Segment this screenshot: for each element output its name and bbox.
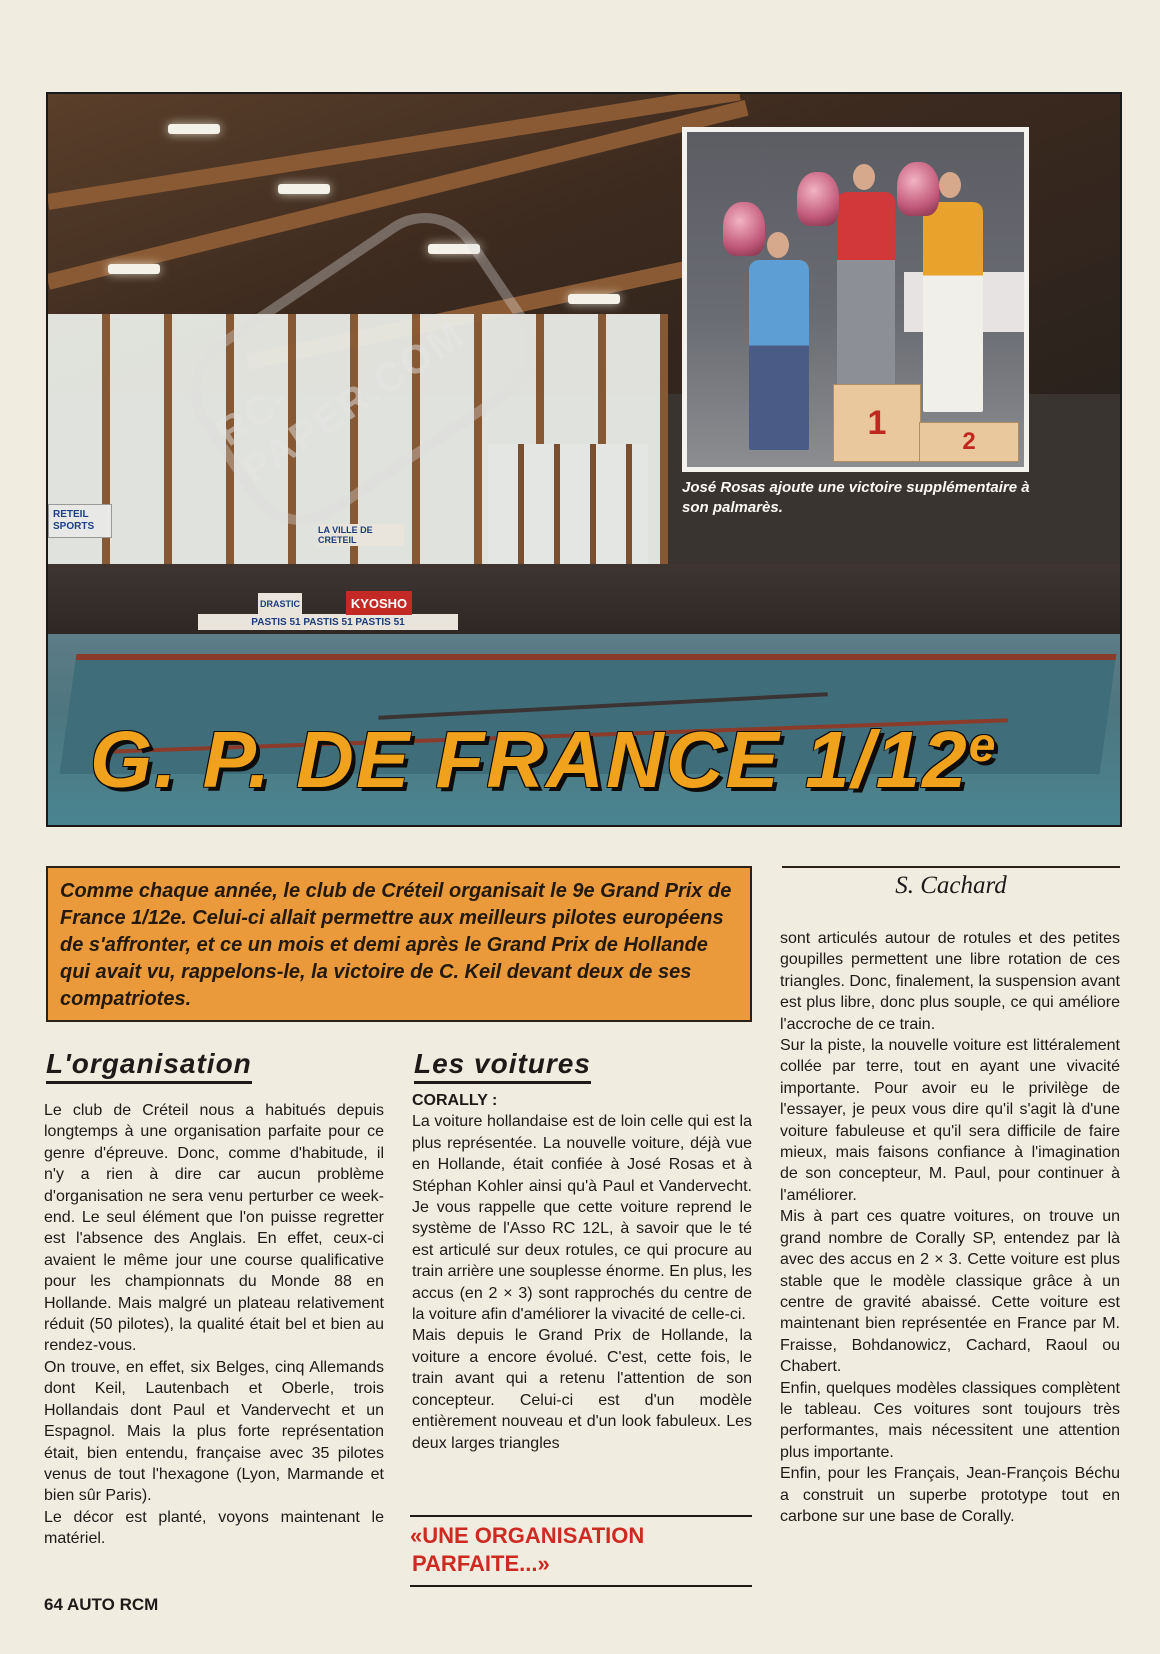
- heading-underline: [46, 1081, 252, 1084]
- ceiling-lamp: [568, 294, 620, 304]
- pastis-banner: PASTIS 51 PASTIS 51 PASTIS 51: [198, 614, 458, 630]
- gym-wall: [48, 564, 1120, 644]
- paragraph: Mais depuis le Grand Prix de Hollande, la voiture a encore évolué. C'est, cette fois, le train avant qui a retenu l'attention de son concepteur. Celui-ci est d'un modèle entièrement nouveau et d'un look fabuleux. Les deux larges triangles: [412, 1327, 752, 1452]
- hero-photo: [46, 92, 1122, 827]
- paragraph: sont articulés autour de rotules et des petites goupilles permettent une libre rotation de ces triangles. Donc, finalement, la suspension avant est plus libre, donc plus souple, ce qui améliore l'accroche de ce train.: [780, 930, 1120, 1033]
- paragraph: Sur la piste, la nouvelle voiture est littéralement collée par terre, tout en ayant une vivacité importante. Pour avoir eu le privilège de l'essayer, je peux vous dire qu'il s'agit là d'une voiture fabuleuse et qu'il sera difficile de faire mieux, mais faisons confiance à l'imagination de son concepteur, M. Paul, pour continuer à l'améliorer.: [780, 1037, 1120, 1204]
- watermark: RC-PAPER.COM: [167, 190, 558, 549]
- creteil-sports-sign: RETEIL SPORTS: [48, 504, 112, 538]
- paragraph: Mis à part ces quatre voitures, on trouve un grand nombre de Corally SP, entendez par là avec des accus en 2 × 3. Cette voiture est plus stable que le modèle classique grâce à un centre de gravité abaissé. Cette voiture est maintenant bien représentée en France par M. Fraisse, Bohdanowicz, Cachard, Raoul ou Chabert.: [780, 1208, 1120, 1376]
- paragraph: Enfin, quelques modèles classiques complètent le tableau. Ces voitures sont toujours très performantes, mais nécessitent une attention plus importante.: [780, 1379, 1120, 1461]
- article-title: [90, 714, 1090, 806]
- section-heading-organisation: [46, 1048, 252, 1084]
- flower-bouquet: [723, 202, 765, 256]
- flower-bouquet: [897, 162, 939, 216]
- pull-quote-line: «UNE ORGANISATION: [410, 1523, 645, 1548]
- ceiling-lamp: [168, 124, 220, 134]
- third-place-driver: [749, 260, 809, 450]
- paragraph: La voiture hollandaise est de loin celle qui est la plus représentée. La nouvelle voiture, déjà vue en Hollande, était confiée à José Rosas et à Stéphan Kohler ainsi qu'à Paul et Vandervecht. Je vous rappelle que cette voiture reprend le système de l'Asso RC 12L, à savoir que le té est articulé sur deux rotules, ce qui procure au train arrière une souplesse énorme. En plus, les accus (en 2 × 3) sont rapprochés du centre de la voiture afin d'améliorer la vivacité de celle-ci.: [412, 1113, 752, 1324]
- drastic-banner: DRASTIC: [258, 593, 302, 615]
- paragraph: Enfin, pour les Français, Jean-François Béchu a construit un superbe prototype tout en carbone sur une base de Corally.: [780, 1465, 1120, 1525]
- second-place-driver: [923, 202, 983, 412]
- winner-driver: [837, 192, 895, 387]
- title-superscript: e: [968, 719, 998, 772]
- kyosho-banner: KYOSHO: [346, 591, 412, 615]
- podium-photo: [682, 127, 1029, 472]
- intro-box: Comme chaque année, le club de Créteil organisait le 9e Grand Prix de France 1/12e. Celui-ci allait permettre aux meilleurs pilotes européens de s'affronter, et ce un mois et demi après le Grand Prix de Hollande qui avait vu, rappelons-le, la victoire de C. Keil devant deux de ses compatriotes.: [46, 866, 752, 1022]
- title-main: G. P. DE FRANCE 1/12: [90, 715, 969, 804]
- heading-text: L'organisation: [46, 1048, 252, 1079]
- pull-quote-line: PARFAITE...»: [412, 1551, 550, 1576]
- podium-second: 2: [919, 422, 1019, 462]
- flower-bouquet: [797, 172, 839, 226]
- ceiling-lamp: [108, 264, 160, 274]
- subheading-corally: CORALLY :: [412, 1092, 498, 1109]
- column-3: [780, 928, 1120, 1527]
- column-1: [44, 1100, 384, 1550]
- heading-underline: [414, 1081, 591, 1084]
- heading-text: Les voitures: [414, 1048, 591, 1079]
- paragraph: Le décor est planté, voyons maintenant le matériel.: [44, 1508, 384, 1548]
- paragraph: Le club de Créteil nous a habitués depuis longtemps à une organisation parfaite pour ce genre d'épreuve. Donc, comme d'habitude, il n'y a rien à dire car aucun problème d'organisation ne sera venu perturber ce week-end. Le seul élément que l'on puisse regretter est l'absence des Anglais. En effet, ceux-ci avaient le même jour une course qualificative pour les championnats du Monde 88 en Hollande. Mais malgré un plateau relativement réduit (50 pilotes), la qualité était bel et bien au rendez-vous.: [44, 1102, 384, 1355]
- ceiling-lamp: [278, 184, 330, 194]
- section-heading-voitures: [414, 1048, 591, 1084]
- pull-quote: [410, 1515, 752, 1587]
- author-byline: S. Cachard: [895, 872, 1007, 899]
- paragraph: On trouve, en effet, six Belges, cinq Allemands dont Keil, Lautenbach et Oberle, trois Hollandais dont Paul et Vandervecht et un Espagnol. Mais la plus forte représentation était, bien entendu, française avec 35 pilotes venus de tout l'hexagone (Lyon, Marmande et bien sûr Paris).: [44, 1358, 384, 1505]
- page-footer: 64 AUTO RCM: [44, 1595, 159, 1614]
- podium-first: 1: [833, 384, 921, 462]
- photo-caption: José Rosas ajoute une victoire supplémentaire à son palmarès.: [682, 479, 1030, 516]
- ville-banner: LA VILLE DE CRETEIL: [318, 524, 404, 546]
- column-2: [412, 1090, 752, 1454]
